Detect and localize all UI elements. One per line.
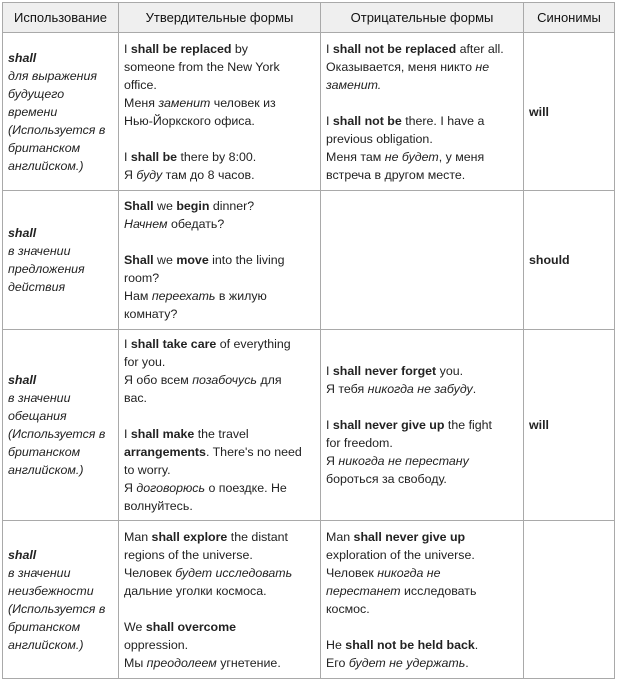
header-negative: Отрицательные формы xyxy=(321,3,524,33)
usage-cell xyxy=(3,33,119,191)
usage-cell xyxy=(3,521,119,679)
example-line xyxy=(326,546,519,564)
example-text: встреча в другом месте. xyxy=(326,167,466,182)
example-line xyxy=(124,335,316,353)
example-line xyxy=(124,528,316,546)
example-text: of everything xyxy=(216,337,291,351)
example-text: , у меня xyxy=(438,149,485,164)
affirmative-example xyxy=(124,251,316,323)
usage-description-line: в значении xyxy=(8,244,71,258)
translation-phrase: будет исследовать xyxy=(175,565,293,580)
affirmative-example xyxy=(124,528,316,600)
affirmative-cell xyxy=(119,521,321,679)
negative-example xyxy=(326,362,519,398)
modal-phrase: shall overcome xyxy=(145,619,237,634)
example-line xyxy=(124,197,316,215)
usage-description-line: для выражения xyxy=(8,68,98,83)
example-line xyxy=(124,582,316,600)
example-text: dinner? xyxy=(209,199,255,213)
example-text: Я обо всем xyxy=(124,373,193,387)
example-line xyxy=(124,148,316,166)
usage-description-line: времени xyxy=(8,104,58,119)
example-text: Мы xyxy=(124,655,147,670)
table-row xyxy=(3,191,615,330)
example-line xyxy=(326,528,519,546)
example-text: Меня там xyxy=(326,149,385,164)
example-text: комнату? xyxy=(124,307,178,321)
example-text: космос. xyxy=(326,601,370,616)
example-line xyxy=(326,76,519,94)
modal-phrase: shall be replaced xyxy=(130,41,232,56)
usage-description-line: неизбежности xyxy=(8,583,94,598)
example-text: в жилую xyxy=(215,289,267,303)
translation-phrase: буду xyxy=(136,167,163,182)
example-text: we xyxy=(153,199,177,213)
modal-phrase: shall never forget xyxy=(332,364,437,378)
negative-example xyxy=(326,416,519,488)
usage-description-line: английском.) xyxy=(8,158,84,173)
example-line xyxy=(124,76,316,94)
table-row xyxy=(3,33,615,191)
example-line xyxy=(124,654,316,672)
example-text: бороться за свободу. xyxy=(326,472,447,486)
negative-cell xyxy=(321,330,524,521)
affirmative-cell xyxy=(119,191,321,330)
example-text: We xyxy=(124,619,146,634)
example-line xyxy=(326,582,519,600)
usage-description-line: (Используется в xyxy=(8,601,106,616)
usage-description-line: обещания xyxy=(8,409,67,423)
translation-phrase: будет не удержать xyxy=(348,655,466,670)
negative-example xyxy=(326,636,519,672)
example-text: I xyxy=(326,418,333,432)
negative-cell xyxy=(321,33,524,191)
example-line xyxy=(326,130,519,148)
translation-phrase: не xyxy=(475,59,490,74)
example-text: Я xyxy=(326,454,339,468)
example-text: I xyxy=(326,364,333,378)
example-text: there. I have a xyxy=(401,113,485,128)
modal-phrase: shall make xyxy=(130,427,195,441)
example-line xyxy=(124,564,316,582)
example-line xyxy=(124,371,316,389)
usage-description-line: действия xyxy=(8,280,66,294)
example-line xyxy=(326,166,519,184)
example-line xyxy=(326,470,519,488)
example-line xyxy=(124,58,316,76)
modal-phrase: shall never give up xyxy=(332,418,445,432)
example-line xyxy=(124,443,316,461)
translation-phrase: договорюсь xyxy=(136,481,206,495)
example-text: там до 8 часов. xyxy=(162,167,255,182)
example-text: . xyxy=(465,655,469,670)
example-text: исследовать xyxy=(400,583,477,598)
example-text: Меня xyxy=(124,95,159,110)
affirmative-example xyxy=(124,425,316,515)
usage-description-line: британском xyxy=(8,619,81,634)
example-text: угнетение. xyxy=(216,655,281,670)
modal-phrase: shall be xyxy=(130,149,178,164)
example-line xyxy=(124,251,316,269)
example-line xyxy=(124,94,316,112)
example-text: I xyxy=(326,41,333,56)
modal-phrase: Shall xyxy=(124,253,154,267)
usage-description-line: английском.) xyxy=(8,463,84,477)
example-text: He xyxy=(326,637,346,652)
header-row xyxy=(3,3,615,33)
example-line xyxy=(326,452,519,470)
example-text: exploration of the universe. xyxy=(326,547,475,562)
example-text: room? xyxy=(124,271,160,285)
example-text: into the living xyxy=(208,253,285,267)
usage-description-line: в значении xyxy=(8,565,71,580)
example-line xyxy=(124,287,316,305)
negative-example xyxy=(326,40,519,94)
synonym-cell: will xyxy=(524,33,615,191)
negative-example xyxy=(326,528,519,618)
example-text: Я тебя xyxy=(326,382,368,396)
usage-description-line: британском xyxy=(8,140,81,155)
usage-description-line: (Используется в xyxy=(8,427,106,441)
translation-phrase: не будет xyxy=(384,149,439,164)
usage-cell xyxy=(3,191,119,330)
example-text: волнуйтесь. xyxy=(124,499,193,513)
example-text: обедать? xyxy=(167,217,225,231)
example-line xyxy=(124,479,316,497)
example-line xyxy=(124,215,316,233)
translation-phrase: позабочусь xyxy=(192,373,257,387)
negative-cell xyxy=(321,521,524,679)
example-line xyxy=(326,40,519,58)
example-line xyxy=(326,564,519,582)
example-text: I xyxy=(124,41,131,56)
example-text: для xyxy=(256,373,282,387)
example-text: oppression. xyxy=(124,637,189,652)
modal-phrase: shall explore xyxy=(151,529,228,544)
example-text: to worry. xyxy=(124,463,171,477)
example-text: Оказывается, меня никто xyxy=(326,59,476,74)
modal-phrase: shall not be held back xyxy=(345,637,475,652)
affirmative-cell xyxy=(119,33,321,191)
example-line xyxy=(326,416,519,434)
translation-phrase: заменит xyxy=(158,95,211,110)
example-line xyxy=(326,362,519,380)
affirmative-example xyxy=(124,40,316,130)
example-text: вас. xyxy=(124,391,147,405)
example-line xyxy=(326,636,519,654)
table-row xyxy=(3,330,615,521)
example-text: after all. xyxy=(456,41,504,56)
example-text: someone from the New York xyxy=(124,59,280,74)
example-text: о поездке. Не xyxy=(205,481,287,495)
usage-description-line: в значении xyxy=(8,391,71,405)
header-affirmative: Утвердительные формы xyxy=(119,3,321,33)
example-text: Man xyxy=(124,529,152,544)
example-line xyxy=(124,353,316,371)
example-line xyxy=(124,112,316,130)
example-text: the distant xyxy=(227,529,288,544)
example-text: regions of the universe. xyxy=(124,547,253,562)
affirmative-example xyxy=(124,148,316,184)
example-text: for you. xyxy=(124,355,166,369)
example-line xyxy=(326,58,519,76)
translation-phrase: переехать xyxy=(151,289,216,303)
example-line xyxy=(124,305,316,323)
example-text: you. xyxy=(436,364,464,378)
table-row xyxy=(3,521,615,679)
example-line xyxy=(124,497,316,515)
example-text: by xyxy=(231,41,248,56)
modal-phrase: shall not be replaced xyxy=(332,41,457,56)
negative-example xyxy=(326,112,519,184)
example-text: Я xyxy=(124,481,137,495)
example-text: I xyxy=(124,337,131,351)
example-text: the fight xyxy=(444,418,492,432)
translation-phrase: заменит. xyxy=(326,77,382,92)
translation-phrase: никогда не xyxy=(377,565,441,580)
usage-description-line: (Используется в xyxy=(8,122,106,137)
modal-phrase: Shall xyxy=(124,199,154,213)
example-line xyxy=(124,461,316,479)
usage-keyword: shall xyxy=(8,226,37,240)
example-text: we xyxy=(153,253,177,267)
example-text: I xyxy=(124,427,131,441)
example-line xyxy=(326,148,519,166)
modal-phrase: move xyxy=(176,253,209,267)
translation-phrase: Начнем xyxy=(124,217,168,231)
synonym-cell: should xyxy=(524,191,615,330)
translation-phrase: никогда не перестану xyxy=(338,454,469,468)
example-line xyxy=(124,166,316,184)
example-text: I xyxy=(124,149,131,164)
example-text: дальние уголки космоса. xyxy=(124,583,267,598)
example-line xyxy=(124,389,316,407)
example-text: человек из xyxy=(210,95,276,110)
example-line xyxy=(326,600,519,618)
example-text: for freedom. xyxy=(326,436,393,450)
negative-cell xyxy=(321,191,524,330)
translation-phrase: никогда не забуду xyxy=(367,382,473,396)
modal-phrase: shall not be xyxy=(332,113,402,128)
example-line xyxy=(124,636,316,654)
usage-keyword: shall xyxy=(8,50,37,65)
usage-description-line: английском.) xyxy=(8,637,84,652)
synonym-cell: will xyxy=(524,330,615,521)
affirmative-example xyxy=(124,618,316,672)
header-usage: Использование xyxy=(3,3,119,33)
example-line xyxy=(326,112,519,130)
grammar-table xyxy=(2,2,615,679)
example-line xyxy=(124,546,316,564)
example-text: . xyxy=(472,382,477,396)
example-line xyxy=(326,434,519,452)
example-line xyxy=(124,269,316,287)
translation-phrase: перестанет xyxy=(326,583,401,598)
affirmative-example xyxy=(124,197,316,233)
example-line xyxy=(124,40,316,58)
affirmative-example xyxy=(124,335,316,407)
example-text: I xyxy=(326,113,333,128)
example-text: . xyxy=(474,637,479,652)
example-line xyxy=(124,618,316,636)
example-text: Человек xyxy=(124,565,176,580)
example-text: . There's no need xyxy=(205,445,302,459)
usage-keyword: shall xyxy=(8,547,37,562)
example-text: Его xyxy=(326,655,349,670)
example-line xyxy=(124,425,316,443)
translation-phrase: преодолеем xyxy=(146,655,217,670)
usage-cell xyxy=(3,330,119,521)
example-text: Я xyxy=(124,167,137,182)
usage-description-line: будущего xyxy=(8,86,65,101)
affirmative-cell xyxy=(119,330,321,521)
example-text: office. xyxy=(124,77,157,92)
usage-description-line: предложения xyxy=(8,262,85,276)
example-text: there by 8:00. xyxy=(177,149,257,164)
example-text: Человек xyxy=(326,565,378,580)
example-text: Нью-Йоркского офиса. xyxy=(124,113,255,128)
synonym-cell xyxy=(524,521,615,679)
modal-phrase: begin xyxy=(176,199,210,213)
example-line xyxy=(326,380,519,398)
modal-phrase: arrangements xyxy=(124,445,206,459)
modal-phrase: shall take care xyxy=(130,337,217,351)
usage-description-line: британском xyxy=(8,445,81,459)
example-text: the travel xyxy=(194,427,249,441)
example-line xyxy=(326,654,519,672)
usage-keyword: shall xyxy=(8,373,37,387)
header-synonyms: Синонимы xyxy=(524,3,615,33)
modal-phrase: shall never give up xyxy=(353,529,466,544)
example-text: Нам xyxy=(124,289,152,303)
example-text: Man xyxy=(326,529,354,544)
example-text: previous obligation. xyxy=(326,131,433,146)
